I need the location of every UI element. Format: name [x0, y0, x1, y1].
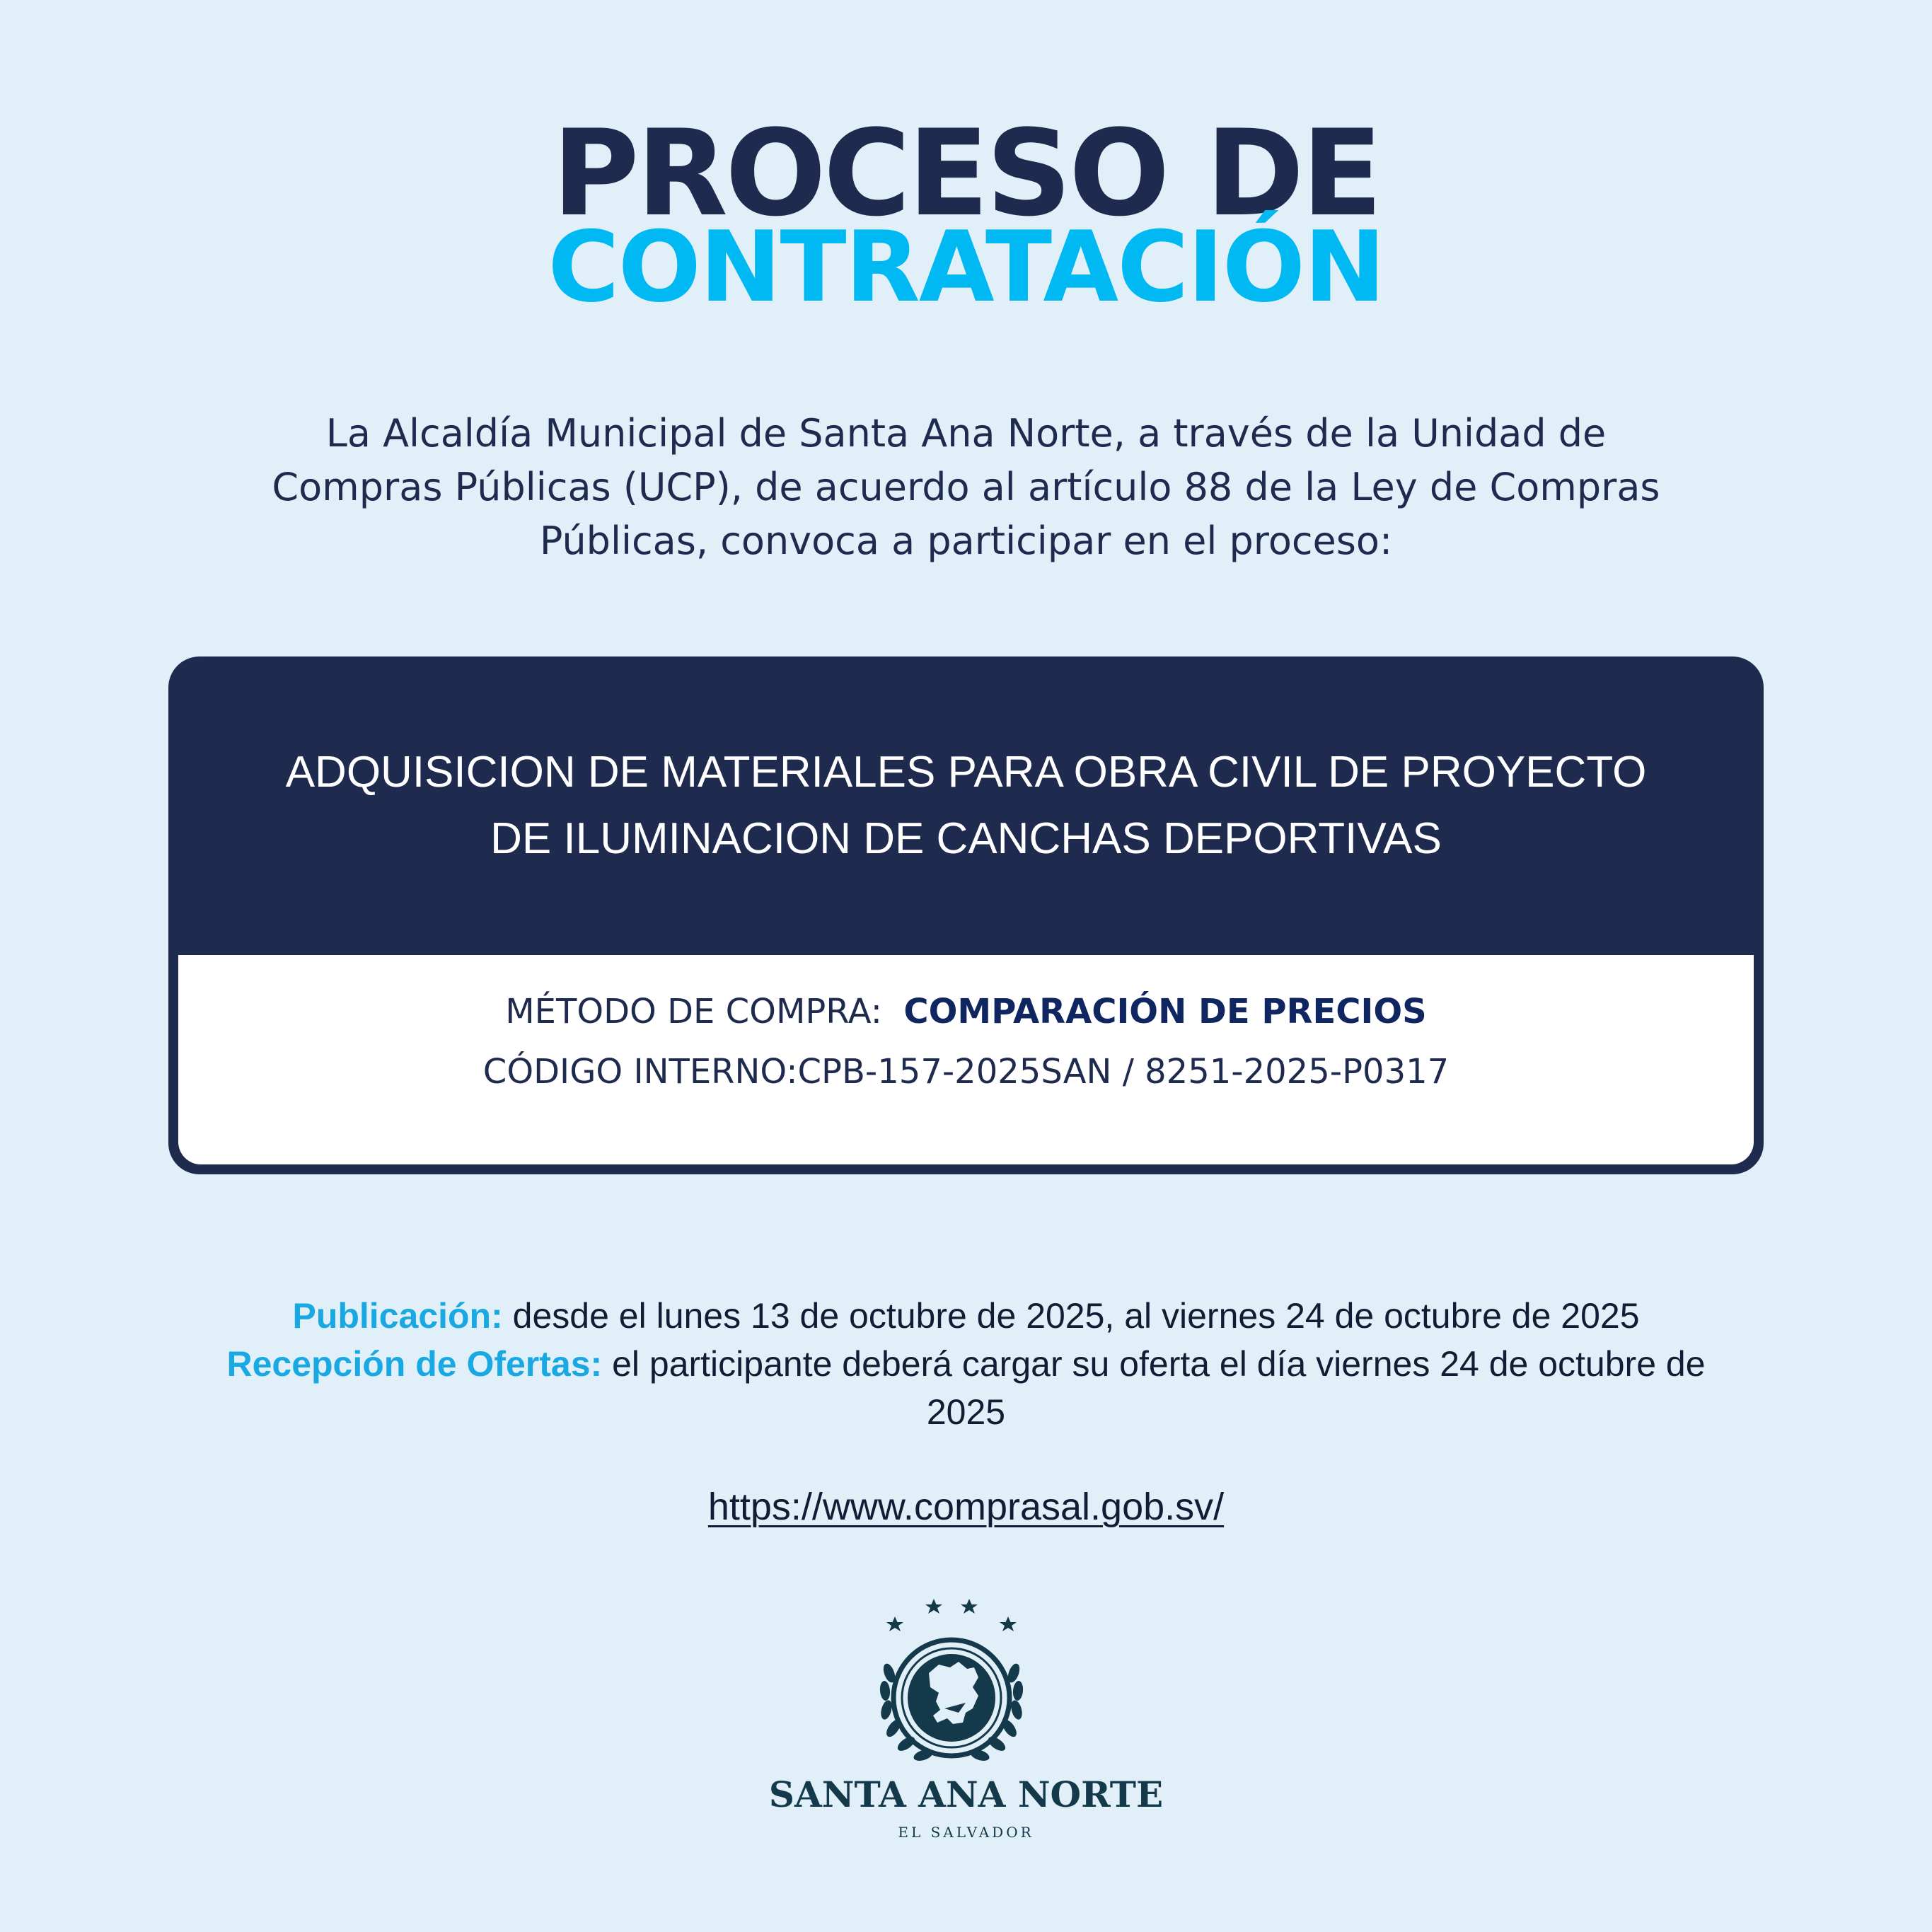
star-icon — [925, 1599, 942, 1614]
purchase-method-row — [178, 983, 1754, 1040]
internal-code-row — [178, 1043, 1754, 1100]
schedule-section — [184, 1292, 1748, 1436]
reception-text: el participante deberá cargar su oferta el día viernes 24 de octubre de 2025 — [612, 1344, 1706, 1432]
brand-country: EL SALVADOR — [898, 1824, 1034, 1841]
star-icon — [886, 1616, 903, 1631]
process-card-body — [178, 955, 1754, 1164]
reception-label: Recepción de Ofertas: — [226, 1344, 603, 1384]
publication-text: desde el lunes 13 de octubre de 2025, al viernes 24 de octubre de 2025 — [512, 1296, 1640, 1336]
purchase-method-value: COMPARACIÓN DE PRECIOS — [903, 992, 1427, 1031]
municipal-seal-icon — [860, 1588, 1072, 1800]
page-title-line2: CONTRATACIÓN — [548, 210, 1384, 324]
star-icon — [961, 1599, 978, 1614]
brand-name: SANTA ANA NORTE — [768, 1774, 1164, 1815]
star-icon — [1000, 1616, 1017, 1631]
internal-code-label: CÓDIGO INTERNO: — [482, 1052, 798, 1092]
process-title: ADQUISICION DE MATERIALES PARA OBRA CIVIL DE PROYECTO DE ILUMINACION DE CANCHAS DEPORTIVAS — [285, 748, 1647, 863]
process-card-header — [168, 656, 1764, 955]
purchase-method-label: MÉTODO DE COMPRA: — [505, 992, 882, 1031]
intro-paragraph: La Alcaldía Municipal de Santa Ana Norte, a través de la Unidad de Compras Públicas (UCP), de acuerdo al artículo 88 de la Ley de Compras Públicas, convoca a participar en el proceso: — [272, 411, 1660, 563]
comprasal-link[interactable]: https://www.comprasal.gob.sv/ — [707, 1486, 1225, 1528]
comprasal-link-row — [0, 1479, 1932, 1535]
internal-code-value: CPB-157-2025SAN / 8251-2025-P0317 — [797, 1052, 1450, 1092]
process-card — [168, 656, 1764, 1174]
publication-label: Publicación: — [292, 1296, 503, 1336]
publication-line — [184, 1292, 1748, 1340]
page-title-line1: PROCESO DE — [552, 104, 1380, 243]
reception-line — [184, 1340, 1748, 1436]
